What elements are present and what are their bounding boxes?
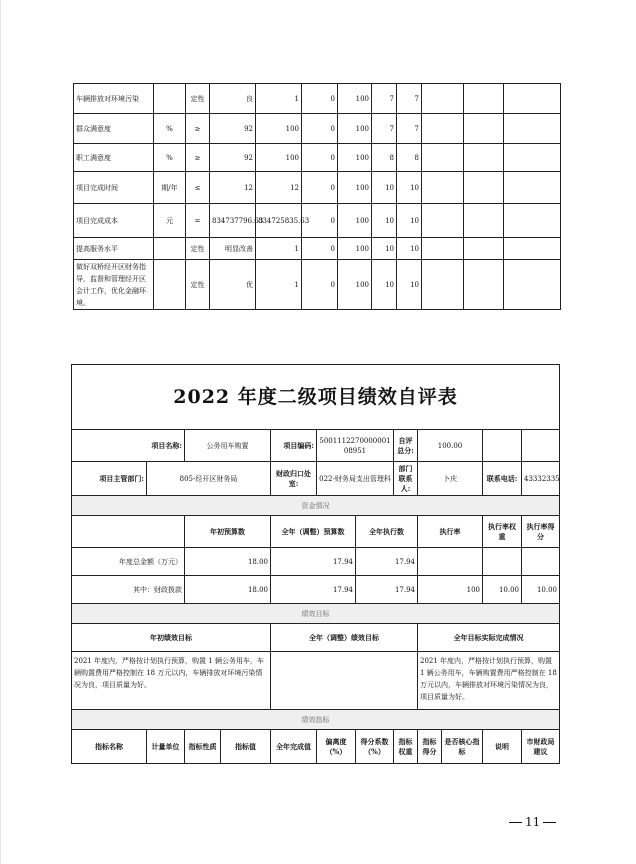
empty-cell: [464, 204, 504, 238]
finance-label: 财政归口处室:: [271, 462, 317, 496]
finance-office: 022-财务局支出管理科: [317, 462, 394, 496]
row-score: 10: [372, 260, 397, 310]
project-name-label: 项目名称:: [72, 430, 185, 462]
table-row: [74, 172, 561, 204]
row-score: 10: [372, 204, 397, 238]
contact-label: 部门联系人:: [394, 462, 418, 496]
ind-header-unit: 计量单位: [147, 730, 185, 764]
row-deviation: 0: [302, 260, 338, 310]
fund-row-adjusted: 17.94: [271, 548, 356, 576]
empty-cell: [464, 172, 504, 204]
empty-cell: [504, 204, 561, 238]
row-score: 8: [372, 144, 397, 172]
fund-row-label: 其中：财政拨款: [72, 576, 185, 604]
row-score-final: 7: [397, 114, 422, 144]
row-symbol: ≥: [186, 114, 210, 144]
row-score-final: 10: [397, 260, 422, 310]
row-value: 1: [256, 84, 302, 114]
fund-header-executed: 全年执行数: [356, 516, 418, 548]
page-number: [506, 815, 559, 829]
self-evaluation-form: [71, 364, 560, 764]
row-score: 10: [372, 172, 397, 204]
row-value: 1: [256, 260, 302, 310]
row-deviation: 0: [302, 172, 338, 204]
row-name: 提高服务水平: [74, 238, 154, 260]
ind-header-completed: 全年完成值: [271, 730, 317, 764]
empty-cell: [504, 84, 561, 114]
goal-adjusted-text: [271, 652, 418, 710]
empty-cell: [522, 430, 560, 462]
row-name: 车辆排放对环境污染: [74, 84, 154, 114]
row-symbol: 定性: [186, 84, 210, 114]
empty-cell: [422, 238, 464, 260]
phone-label: 联系电话:: [483, 462, 522, 496]
row-symbol: ≥: [186, 144, 210, 172]
row-target: 92: [210, 144, 256, 172]
phone-number: 43332335: [522, 462, 560, 496]
row-score-final: 10: [397, 238, 422, 260]
ind-header-core: 是否核心指标: [442, 730, 483, 764]
page-number-text: 11: [525, 815, 541, 829]
empty-cell: [422, 172, 464, 204]
row-name: 项目完成成本: [74, 204, 154, 238]
row-target: 明显改善: [210, 238, 256, 260]
row-value: 12: [256, 172, 302, 204]
row-deviation: 0: [302, 204, 338, 238]
row-score-final: 7: [397, 84, 422, 114]
indicator-section-header: 绩效指标: [72, 710, 560, 730]
dept-label: 项目主管部门:: [72, 462, 147, 496]
empty-cell: [464, 144, 504, 172]
empty-cell: [422, 204, 464, 238]
project-code-label: 项目编码:: [271, 430, 317, 462]
empty-cell: [422, 260, 464, 310]
row-weight: 100: [338, 204, 372, 238]
row-value: 100: [256, 114, 302, 144]
self-score-label: 自评总分:: [394, 430, 418, 462]
empty-cell: [504, 144, 561, 172]
row-unit: %: [154, 114, 186, 144]
empty-cell: [422, 84, 464, 114]
goal-header-actual: 全年目标实际完成情况: [418, 624, 560, 652]
ind-header-note: 说明: [483, 730, 522, 764]
row-symbol: 定性: [186, 260, 210, 310]
project-code: 500111227000000108951: [317, 430, 394, 462]
dept: 805-经开区财务局: [147, 462, 271, 496]
ind-header-name: 指标名称: [72, 730, 147, 764]
row-target: 92: [210, 114, 256, 144]
table-row: [74, 238, 561, 260]
fund-row-score: 10.00: [522, 576, 560, 604]
row-name: 项目完成时间: [74, 172, 154, 204]
empty-cell: [504, 238, 561, 260]
empty-cell: [422, 144, 464, 172]
ind-header-score: 指标得分: [418, 730, 442, 764]
row-target: 良: [210, 84, 256, 114]
fund-header-adjusted: 全年（调整）预算数: [271, 516, 356, 548]
fund-row-weight: 10.00: [483, 576, 522, 604]
row-unit: 元: [154, 204, 186, 238]
goal-initial-text: 2021 年度内，严格按计划执行预算，购置 1 辆公务用车，车辆购置费用严格控制在 18 万元以内，车辆排放对环境污染情况为良，项目质量为好。: [72, 652, 271, 710]
row-target: 12: [210, 172, 256, 204]
fund-section-header: 资金情况: [72, 496, 560, 516]
row-weight: 100: [338, 114, 372, 144]
row-weight: 100: [338, 260, 372, 310]
table-row: [74, 204, 561, 238]
goal-actual-text: 2021 年度内，严格按计划执行预算，购置 1 辆公务用车，车辆购置费用严格控制在 18 万元以内，车辆排放对环境污染情况为良，项目质量为好。: [418, 652, 560, 710]
row-score: 7: [372, 84, 397, 114]
fund-row-initial: 18.00: [185, 548, 271, 576]
row-unit: 期/年: [154, 172, 186, 204]
row-symbol: ≤: [186, 172, 210, 204]
fund-row-weight: [483, 548, 522, 576]
empty-cell: [464, 238, 504, 260]
row-symbol: =: [186, 204, 210, 238]
form-title: 2022 年度二级项目绩效自评表: [72, 365, 560, 430]
row-target: 834737796.63: [210, 204, 256, 238]
row-value: 100: [256, 144, 302, 172]
fund-row-executed: 17.94: [356, 576, 418, 604]
fund-row-score: [522, 548, 560, 576]
row-score-final: 10: [397, 204, 422, 238]
row-score-final: 10: [397, 172, 422, 204]
row-unit: [154, 260, 186, 310]
contact-person: 卜庆: [418, 462, 483, 496]
ind-header-deviation: 偏离度（%）: [317, 730, 356, 764]
empty-cell: [464, 84, 504, 114]
indicator-table-continued: [73, 83, 561, 310]
fund-header-rate-score: 执行率得分: [522, 516, 560, 548]
row-score: 7: [372, 114, 397, 144]
row-unit: [154, 238, 186, 260]
ind-header-weight: 指标权重: [394, 730, 418, 764]
row-weight: 100: [338, 144, 372, 172]
empty-cell: [464, 114, 504, 144]
row-weight: 100: [338, 84, 372, 114]
empty-cell: [504, 260, 561, 310]
goal-header-initial: 年初绩效目标: [72, 624, 271, 652]
row-name: 职工满意度: [74, 144, 154, 172]
table-row: [74, 84, 561, 114]
empty-cell: [483, 430, 522, 462]
fund-row-initial: 18.00: [185, 576, 271, 604]
fund-header-rate: 执行率: [418, 516, 483, 548]
fund-row-label: 年度总金额（万元）: [72, 548, 185, 576]
fund-row-rate: 100: [418, 576, 483, 604]
empty-cell: [504, 114, 561, 144]
ind-header-value: 指标值: [221, 730, 271, 764]
row-unit: [154, 84, 186, 114]
dash-right: [543, 822, 556, 823]
row-deviation: 0: [302, 144, 338, 172]
fund-row-adjusted: 17.94: [271, 576, 356, 604]
row-deviation: 0: [302, 84, 338, 114]
row-name: 做好双桥经开区财务指导，监督和管理经开区会计工作，优化金融环境。: [74, 260, 154, 310]
goal-section-header: 绩效目标: [72, 604, 560, 624]
empty-cell: [422, 114, 464, 144]
table-row: [74, 144, 561, 172]
row-value: 834725835.63: [256, 204, 302, 238]
row-weight: 100: [338, 172, 372, 204]
fund-header-rate-weight: 执行率权重: [483, 516, 522, 548]
ind-header-coefficient: 得分系数（%）: [356, 730, 394, 764]
ind-header-nature: 指标性质: [185, 730, 221, 764]
row-symbol: 定性: [186, 238, 210, 260]
ind-header-suggestion: 市财政局建议: [522, 730, 560, 764]
row-weight: 100: [338, 238, 372, 260]
project-name: 公务用车购置: [185, 430, 271, 462]
self-score: 100.00: [418, 430, 483, 462]
row-unit: %: [154, 144, 186, 172]
row-score-final: 8: [397, 144, 422, 172]
goal-header-adjusted: 全年（调整）绩效目标: [271, 624, 418, 652]
row-value: 1: [256, 238, 302, 260]
row-deviation: 0: [302, 114, 338, 144]
table-row: [74, 260, 561, 310]
empty-cell: [464, 260, 504, 310]
fund-header-initial: 年初预算数: [185, 516, 271, 548]
table-row: [74, 114, 561, 144]
empty-cell: [72, 516, 185, 548]
fund-row-executed: 17.94: [356, 548, 418, 576]
dash-left: [509, 822, 522, 823]
row-score: 10: [372, 238, 397, 260]
fund-row-rate: [418, 548, 483, 576]
row-name: 群众满意度: [74, 114, 154, 144]
row-deviation: 0: [302, 238, 338, 260]
empty-cell: [504, 172, 561, 204]
row-target: 优: [210, 260, 256, 310]
